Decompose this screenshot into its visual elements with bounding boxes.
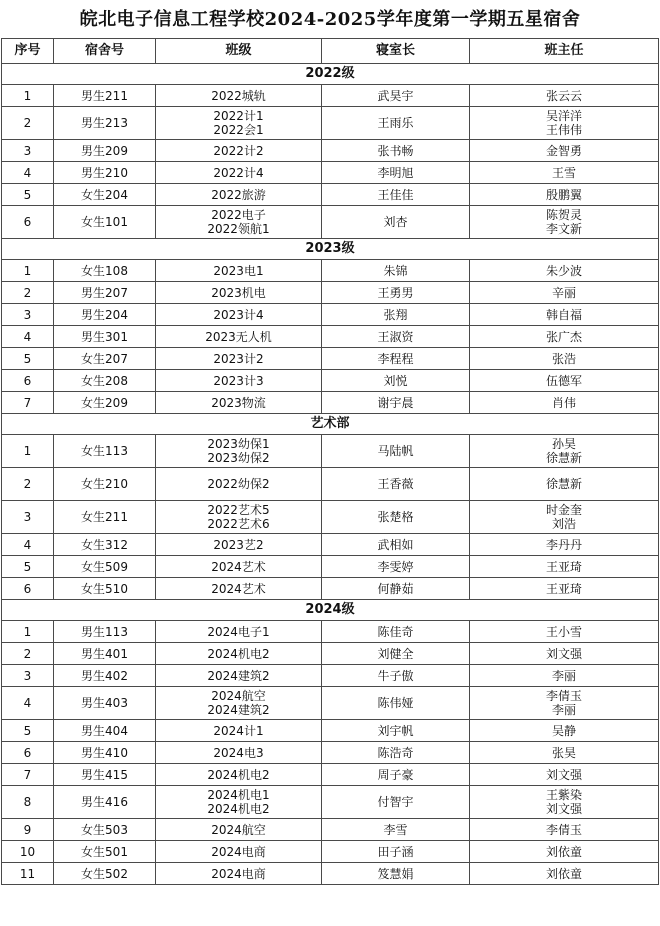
table-row xyxy=(2,720,659,742)
dorm-cell: 男生401 xyxy=(54,643,156,665)
table-row xyxy=(2,184,659,206)
class-cell-line: 2023艺2 xyxy=(213,537,264,552)
teacher-cell xyxy=(470,162,659,184)
class-cell-line: 2022会1 xyxy=(213,123,264,137)
class-cell-line: 2023电1 xyxy=(213,263,264,278)
teacher-cell xyxy=(470,665,659,687)
teacher-cell xyxy=(470,742,659,764)
class-cell-line: 2024机电2 xyxy=(207,767,270,782)
table-row xyxy=(2,643,659,665)
dorm-cell: 女生211 xyxy=(54,501,156,534)
class-cell-line: 2022旅游 xyxy=(211,187,266,202)
row-number-cell: 3 xyxy=(2,304,54,326)
document-title: 皖北电子信息工程学校2024-2025学年度第一学期五星宿舍 xyxy=(79,9,581,30)
table-row xyxy=(2,85,659,107)
dorm-cell: 女生208 xyxy=(54,370,156,392)
class-cell xyxy=(156,578,322,600)
class-cell xyxy=(156,764,322,786)
class-cell xyxy=(156,260,322,282)
teacher-cell xyxy=(470,348,659,370)
table-row xyxy=(2,370,659,392)
table-row xyxy=(2,786,659,819)
row-number-cell: 1 xyxy=(2,435,54,468)
class-cell xyxy=(156,392,322,414)
table-row xyxy=(2,326,659,348)
class-cell-line: 2024航空 xyxy=(211,689,266,703)
teacher-cell-line: 吴洋洋 xyxy=(545,109,582,123)
teacher-cell-line: 肖伟 xyxy=(551,395,576,410)
class-cell xyxy=(156,665,322,687)
class-cell-line: 2024电商 xyxy=(211,866,266,881)
class-cell-line: 2023计2 xyxy=(213,351,264,366)
teacher-cell xyxy=(470,621,659,643)
leader-cell: 张楚格 xyxy=(322,501,470,534)
leader-cell: 陈伟娅 xyxy=(322,687,470,720)
class-cell xyxy=(156,282,322,304)
dorm-cell: 男生204 xyxy=(54,304,156,326)
row-number-cell: 4 xyxy=(2,534,54,556)
table-row xyxy=(2,534,659,556)
teacher-cell-line: 金智勇 xyxy=(545,143,582,158)
teacher-cell-line: 张云云 xyxy=(545,88,582,103)
table-row xyxy=(2,435,659,468)
leader-cell: 李明旭 xyxy=(322,162,470,184)
teacher-cell-line: 李丽 xyxy=(551,668,576,683)
leader-cell: 刘悦 xyxy=(322,370,470,392)
leader-cell: 张翔 xyxy=(322,304,470,326)
class-cell xyxy=(156,162,322,184)
dorm-cell: 男生403 xyxy=(54,687,156,720)
row-number-cell: 2 xyxy=(2,282,54,304)
class-cell xyxy=(156,304,322,326)
teacher-cell-line: 张昊 xyxy=(551,745,576,760)
class-cell xyxy=(156,85,322,107)
teacher-cell-line: 张广杰 xyxy=(545,329,582,344)
dorm-cell: 男生301 xyxy=(54,326,156,348)
class-cell xyxy=(156,819,322,841)
row-number-cell: 1 xyxy=(2,260,54,282)
leader-cell: 田子涵 xyxy=(322,841,470,863)
row-number-cell: 11 xyxy=(2,863,54,885)
dorm-cell: 女生204 xyxy=(54,184,156,206)
teacher-cell xyxy=(470,282,659,304)
class-cell xyxy=(156,468,322,501)
teacher-cell xyxy=(470,260,659,282)
teacher-cell-line: 张浩 xyxy=(551,351,576,366)
dorm-cell: 女生108 xyxy=(54,260,156,282)
leader-cell: 李雯婷 xyxy=(322,556,470,578)
leader-cell: 陈佳奇 xyxy=(322,621,470,643)
leader-cell: 朱锦 xyxy=(322,260,470,282)
row-number-cell: 2 xyxy=(2,643,54,665)
dorm-cell: 男生211 xyxy=(54,85,156,107)
class-cell xyxy=(156,556,322,578)
teacher-cell-line: 王小雪 xyxy=(545,624,582,639)
teacher-cell-line: 李丽 xyxy=(551,703,576,717)
row-number-cell: 3 xyxy=(2,140,54,162)
class-cell-line: 2022领航1 xyxy=(207,222,270,236)
class-cell-line: 2022艺术6 xyxy=(207,517,270,531)
class-cell xyxy=(156,863,322,885)
teacher-cell xyxy=(470,534,659,556)
dorm-cell: 女生510 xyxy=(54,578,156,600)
row-number-cell: 3 xyxy=(2,501,54,534)
dorm-cell: 女生101 xyxy=(54,206,156,239)
leader-cell: 武昊宇 xyxy=(322,85,470,107)
row-number-cell: 6 xyxy=(2,742,54,764)
dorm-cell: 男生210 xyxy=(54,162,156,184)
row-number-cell: 5 xyxy=(2,556,54,578)
dorm-cell: 女生502 xyxy=(54,863,156,885)
teacher-cell xyxy=(470,841,659,863)
table-row xyxy=(2,107,659,140)
table-row xyxy=(2,260,659,282)
teacher-cell-line: 孙昊 xyxy=(551,437,576,451)
class-cell xyxy=(156,621,322,643)
row-number-cell: 6 xyxy=(2,206,54,239)
row-number-cell: 9 xyxy=(2,819,54,841)
class-cell-line: 2022电子 xyxy=(211,208,266,222)
leader-cell: 李雪 xyxy=(322,819,470,841)
teacher-cell-line: 李倩玉 xyxy=(545,689,582,703)
teacher-cell xyxy=(470,643,659,665)
leader-cell: 王雨乐 xyxy=(322,107,470,140)
header-cell-leader: 寝室长 xyxy=(322,39,470,64)
dorm-cell: 男生402 xyxy=(54,665,156,687)
dorm-cell: 女生207 xyxy=(54,348,156,370)
teacher-cell-line: 吴静 xyxy=(551,723,576,738)
row-number-cell: 6 xyxy=(2,578,54,600)
section-header-row xyxy=(2,64,659,85)
class-cell xyxy=(156,370,322,392)
table-row xyxy=(2,687,659,720)
class-cell xyxy=(156,786,322,819)
teacher-cell-line: 时金奎 xyxy=(545,503,582,517)
dorm-cell: 男生410 xyxy=(54,742,156,764)
class-cell xyxy=(156,720,322,742)
table-row xyxy=(2,348,659,370)
leader-cell: 何静茹 xyxy=(322,578,470,600)
leader-cell: 刘宇帆 xyxy=(322,720,470,742)
teacher-cell xyxy=(470,720,659,742)
teacher-cell xyxy=(470,819,659,841)
section-header-row xyxy=(2,414,659,435)
leader-cell: 周子豪 xyxy=(322,764,470,786)
dorm-cell: 男生209 xyxy=(54,140,156,162)
leader-cell: 王淑资 xyxy=(322,326,470,348)
teacher-cell-line: 刘依童 xyxy=(545,844,582,859)
class-cell-line: 2024电子1 xyxy=(207,624,270,639)
class-cell xyxy=(156,534,322,556)
class-cell-line: 2023物流 xyxy=(211,395,266,410)
leader-cell: 王香薇 xyxy=(322,468,470,501)
class-cell xyxy=(156,348,322,370)
class-cell-line: 2024艺术 xyxy=(211,559,266,574)
teacher-cell xyxy=(470,184,659,206)
header-cell-no: 序号 xyxy=(2,39,54,64)
teacher-cell-line: 刘文强 xyxy=(545,646,582,661)
class-cell xyxy=(156,435,322,468)
row-number-cell: 3 xyxy=(2,665,54,687)
table-row xyxy=(2,282,659,304)
teacher-cell xyxy=(470,468,659,501)
teacher-cell xyxy=(470,304,659,326)
class-cell-line: 2022城轨 xyxy=(211,88,266,103)
row-number-cell: 1 xyxy=(2,85,54,107)
teacher-cell xyxy=(470,206,659,239)
row-number-cell: 7 xyxy=(2,392,54,414)
teacher-cell-line: 徐慧新 xyxy=(545,451,582,465)
teacher-cell xyxy=(470,326,659,348)
teacher-cell-line: 朱少波 xyxy=(545,263,582,278)
section-header-row xyxy=(2,239,659,260)
teacher-cell xyxy=(470,107,659,140)
class-cell-line: 2023幼保1 xyxy=(207,437,270,451)
teacher-cell-line: 王亚琦 xyxy=(545,559,582,574)
teacher-cell-line: 伍德军 xyxy=(545,373,582,388)
row-number-cell: 10 xyxy=(2,841,54,863)
dorm-cell: 女生503 xyxy=(54,819,156,841)
class-cell-line: 2023无人机 xyxy=(205,329,272,344)
leader-cell: 笈慧娟 xyxy=(322,863,470,885)
class-cell xyxy=(156,742,322,764)
dorm-cell: 男生113 xyxy=(54,621,156,643)
class-cell-line: 2024航空 xyxy=(211,822,266,837)
dorm-cell: 男生213 xyxy=(54,107,156,140)
leader-cell: 谢宇晨 xyxy=(322,392,470,414)
table-row xyxy=(2,742,659,764)
leader-cell: 李程程 xyxy=(322,348,470,370)
class-cell-line: 2024建筑2 xyxy=(207,703,270,717)
class-cell-line: 2024机电1 xyxy=(207,788,270,802)
class-cell xyxy=(156,206,322,239)
teacher-cell xyxy=(470,435,659,468)
leader-cell: 王勇男 xyxy=(322,282,470,304)
row-number-cell: 5 xyxy=(2,184,54,206)
leader-cell: 张书畅 xyxy=(322,140,470,162)
teacher-cell xyxy=(470,764,659,786)
class-cell-line: 2023计3 xyxy=(213,373,264,388)
header-cell-teacher: 班主任 xyxy=(470,39,659,64)
leader-cell: 陈浩奇 xyxy=(322,742,470,764)
teacher-cell xyxy=(470,85,659,107)
teacher-cell xyxy=(470,687,659,720)
class-cell-line: 2022计2 xyxy=(213,143,264,158)
section-title: 2022级 xyxy=(2,64,659,85)
leader-cell: 牛子傲 xyxy=(322,665,470,687)
teacher-cell-line: 王伟伟 xyxy=(545,123,582,137)
teacher-cell-line: 刘文强 xyxy=(545,767,582,782)
table-row xyxy=(2,162,659,184)
teacher-cell xyxy=(470,578,659,600)
class-cell-line: 2024电3 xyxy=(213,745,264,760)
teacher-cell-line: 李倩玉 xyxy=(545,822,582,837)
row-number-cell: 2 xyxy=(2,468,54,501)
row-number-cell: 8 xyxy=(2,786,54,819)
leader-cell: 付智宇 xyxy=(322,786,470,819)
table-row xyxy=(2,206,659,239)
header-cell-dorm: 宿舍号 xyxy=(54,39,156,64)
class-cell-line: 2024电商 xyxy=(211,844,266,859)
class-cell xyxy=(156,501,322,534)
class-cell-line: 2024计1 xyxy=(213,723,264,738)
class-cell-line: 2024建筑2 xyxy=(207,668,270,683)
dorm-cell: 男生415 xyxy=(54,764,156,786)
table-row xyxy=(2,819,659,841)
table-body xyxy=(2,64,659,885)
row-number-cell: 4 xyxy=(2,326,54,348)
class-cell-line: 2023计4 xyxy=(213,307,264,322)
class-cell-line: 2023机电 xyxy=(211,285,266,300)
table-row xyxy=(2,501,659,534)
table-row xyxy=(2,392,659,414)
teacher-cell xyxy=(470,786,659,819)
teacher-cell xyxy=(470,392,659,414)
teacher-cell-line: 辛丽 xyxy=(551,285,576,300)
table-row xyxy=(2,621,659,643)
dorm-cell: 女生209 xyxy=(54,392,156,414)
section-title: 2023级 xyxy=(2,239,659,260)
class-cell xyxy=(156,140,322,162)
class-cell xyxy=(156,184,322,206)
dorm-cell: 女生210 xyxy=(54,468,156,501)
section-header-row xyxy=(2,600,659,621)
teacher-cell xyxy=(470,140,659,162)
table-row xyxy=(2,764,659,786)
teacher-cell xyxy=(470,863,659,885)
leader-cell: 武相如 xyxy=(322,534,470,556)
dorm-cell: 女生501 xyxy=(54,841,156,863)
class-cell xyxy=(156,841,322,863)
section-title: 艺术部 xyxy=(2,414,659,435)
table-row xyxy=(2,578,659,600)
teacher-cell-line: 殷鹏翼 xyxy=(545,187,582,202)
teacher-cell-line: 王雪 xyxy=(551,165,576,180)
header-row xyxy=(2,39,659,64)
table-row xyxy=(2,863,659,885)
teacher-cell-line: 刘浩 xyxy=(551,517,576,531)
leader-cell: 马陆帆 xyxy=(322,435,470,468)
dorm-cell: 男生416 xyxy=(54,786,156,819)
class-cell xyxy=(156,326,322,348)
dorm-cell: 女生312 xyxy=(54,534,156,556)
row-number-cell: 4 xyxy=(2,687,54,720)
class-cell-line: 2024机电2 xyxy=(207,646,270,661)
leader-cell: 王佳佳 xyxy=(322,184,470,206)
row-number-cell: 7 xyxy=(2,764,54,786)
class-cell-line: 2024机电2 xyxy=(207,802,270,816)
row-number-cell: 1 xyxy=(2,621,54,643)
teacher-cell-line: 徐慧新 xyxy=(545,477,582,491)
leader-cell: 刘健全 xyxy=(322,643,470,665)
class-cell xyxy=(156,643,322,665)
leader-cell: 刘杏 xyxy=(322,206,470,239)
table-row xyxy=(2,140,659,162)
teacher-cell-line: 王亚琦 xyxy=(545,581,582,596)
table-row xyxy=(2,556,659,578)
teacher-cell-line: 陈贺灵 xyxy=(545,208,582,222)
class-cell-line: 2022计4 xyxy=(213,165,264,180)
teacher-cell-line: 李丹丹 xyxy=(545,537,582,552)
table-row xyxy=(2,665,659,687)
teacher-cell-line: 韩自福 xyxy=(545,307,582,322)
teacher-cell xyxy=(470,501,659,534)
class-cell xyxy=(156,107,322,140)
teacher-cell-line: 李文新 xyxy=(545,222,582,236)
teacher-cell-line: 刘文强 xyxy=(545,802,582,816)
teacher-cell xyxy=(470,370,659,392)
row-number-cell: 6 xyxy=(2,370,54,392)
teacher-cell-line: 刘依童 xyxy=(545,866,582,881)
class-cell xyxy=(156,687,322,720)
row-number-cell: 5 xyxy=(2,348,54,370)
dorm-cell: 男生404 xyxy=(54,720,156,742)
dorm-cell: 女生113 xyxy=(54,435,156,468)
row-number-cell: 4 xyxy=(2,162,54,184)
header-cell-class: 班级 xyxy=(156,39,322,64)
section-title: 2024级 xyxy=(2,600,659,621)
table-row xyxy=(2,468,659,501)
table-row xyxy=(2,841,659,863)
class-cell-line: 2022计1 xyxy=(213,109,264,123)
class-cell-line: 2024艺术 xyxy=(211,581,266,596)
row-number-cell: 5 xyxy=(2,720,54,742)
teacher-cell-line: 王紫染 xyxy=(545,788,582,802)
dorm-cell: 男生207 xyxy=(54,282,156,304)
teacher-cell xyxy=(470,556,659,578)
class-cell-line: 2022艺术5 xyxy=(207,503,270,517)
class-cell-line: 2022幼保2 xyxy=(207,477,270,491)
table-row xyxy=(2,304,659,326)
row-number-cell: 2 xyxy=(2,107,54,140)
dormitory-table xyxy=(1,38,659,885)
class-cell-line: 2023幼保2 xyxy=(207,451,270,465)
dorm-cell: 女生509 xyxy=(54,556,156,578)
